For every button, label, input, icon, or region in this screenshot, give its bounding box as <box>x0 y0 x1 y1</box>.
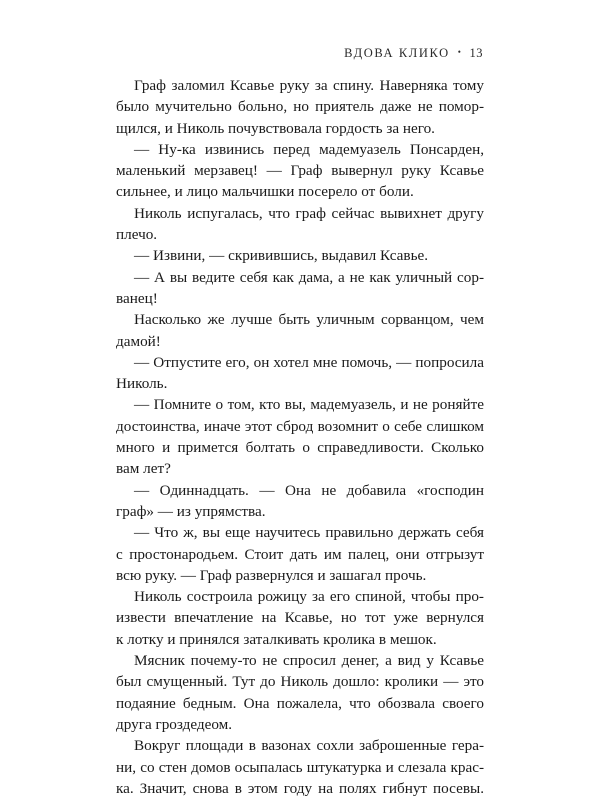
text-line: Вокруг площади в вазонах сохли заброшенные гера- <box>134 737 484 755</box>
text-line: много и примется болтать о справедливости. Сколько <box>116 439 484 457</box>
body-text <box>116 75 484 799</box>
text-line: Николь. <box>116 375 168 393</box>
running-head <box>344 46 483 61</box>
text-line: был смущенный. Тут до Николь дошло: кролики — это <box>116 673 484 691</box>
text-line: с простонародьем. Стоит дать им палец, они отгрызут <box>116 545 484 563</box>
text-line: Мясник почему-то не спросил денег, а вид у Ксавье <box>134 652 484 670</box>
text-line: вам лет? <box>116 460 171 478</box>
text-line: дамой! <box>116 332 161 350</box>
text-line: друга гроздедеом. <box>116 715 233 733</box>
text-line: щился, и Николь почувствовала гордость за него. <box>116 119 435 137</box>
text-line: — Ну-ка извинись перед мадемуазель Понсарден, <box>134 140 484 158</box>
text-line: достоинства, иначе этот сброд возомнит о себе слишком <box>116 417 484 435</box>
text-line: Граф заломил Ксавье руку за спину. Наверняка тому <box>134 77 484 94</box>
text-line: — А вы ведите себя как дама, а не как уличный сор- <box>134 268 484 286</box>
text-line: граф» — из упрямства. <box>116 502 266 520</box>
text-line: ка. Значит, снова в этом году на полях гибнут посевы. <box>116 779 484 797</box>
bullet-separator: • <box>457 47 463 57</box>
text-line: Николь испугалась, что граф сейчас вывихнет другу <box>134 204 484 222</box>
text-line: извести впечатление на Ксавье, но тот уже вернулся <box>116 609 484 627</box>
text-line: — Помните о том, кто вы, мадемуазель, и не роняйте <box>134 396 484 414</box>
text-line: ни, со стен домов осыпалась штукатурка и слезала крас- <box>116 758 484 776</box>
text-line: всю руку. — Граф развернулся и зашагал прочь. <box>116 566 427 584</box>
text-line: — Отпустите его, он хотел мне помочь, — попросила <box>134 353 484 371</box>
text-line: плечо. <box>116 226 158 244</box>
text-line: к лотку и принялся заталкивать кролика в мешок. <box>116 630 437 648</box>
text-line: было мучительно больно, но приятель даже не помор- <box>116 98 484 116</box>
text-line: — Что ж, вы еще научитесь правильно держать себя <box>134 524 484 542</box>
text-line: — Одиннадцать. — Она не добавила «господин <box>134 481 484 499</box>
text-line: подаяние бедным. Она пожалела, что обозвала своего <box>116 694 484 712</box>
text-line: маленький мерзавец! — Граф вывернул руку Ксавье <box>116 162 484 180</box>
text-line: Насколько же лучше быть уличным сорванцом, чем <box>134 311 484 329</box>
text-line: сильнее, и лицо мальчишки посерело от боли. <box>116 183 414 201</box>
text-line: ванец! <box>116 289 158 307</box>
book-title: ВДОВА КЛИКО <box>344 46 450 60</box>
text-line: Николь состроила рожицу за его спиной, чтобы про- <box>134 588 484 606</box>
page-number: 13 <box>469 46 483 60</box>
text-line: — Извини, — скривившись, выдавил Ксавье. <box>134 247 429 265</box>
